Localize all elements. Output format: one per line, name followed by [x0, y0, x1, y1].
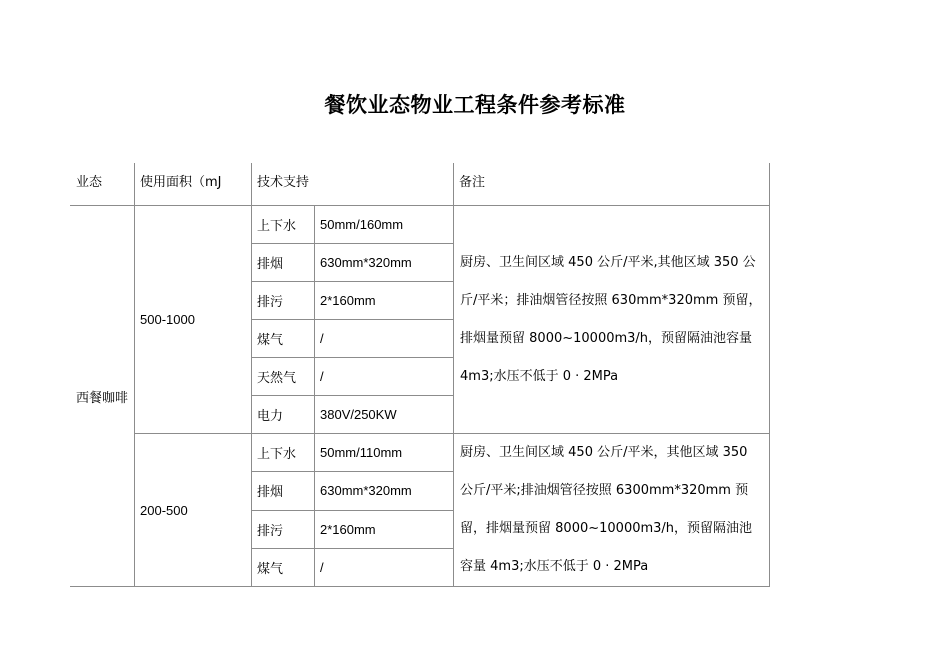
header-business: 业态: [71, 164, 135, 206]
item-cell: 电力: [252, 396, 315, 434]
note-cell: 厨房、卫生间区域 450 公斤/平米，其他区域 350 公斤/平米;排油烟管径按照 6300mm*320mm 预留，排烟量预留 8000~10000m3/h，预留隔油池容量 4m3;水压不低于 0 · 2MPa: [454, 434, 770, 587]
item-cell: 排污: [252, 282, 315, 320]
item-cell: 天然气: [252, 358, 315, 396]
item-cell: 上下水: [252, 206, 315, 244]
value-cell: 630mm*320mm: [315, 472, 454, 510]
document-title: 餐饮业态物业工程条件参考标准: [324, 93, 626, 117]
value-cell: 380V/250KW: [315, 396, 454, 434]
value-cell: 2*160mm: [315, 510, 454, 548]
item-cell: 煤气: [252, 320, 315, 358]
value-cell: /: [315, 320, 454, 358]
item-cell: 排烟: [252, 472, 315, 510]
value-cell: /: [315, 358, 454, 396]
value-cell: 50mm/160mm: [315, 206, 454, 244]
business-type-cell: 西餐咖啡: [71, 206, 135, 587]
value-cell: 50mm/110mm: [315, 434, 454, 472]
table-row: [71, 206, 770, 244]
table-header-row: [71, 164, 770, 206]
table-row: [71, 434, 770, 472]
item-cell: 排污: [252, 510, 315, 548]
value-cell: 2*160mm: [315, 282, 454, 320]
spec-table: [70, 163, 770, 587]
value-cell: 630mm*320mm: [315, 244, 454, 282]
item-cell: 上下水: [252, 434, 315, 472]
note-cell: 厨房、卫生间区域 450 公斤/平米,其他区域 350 公斤/平米；排油烟管径按照 630mm*320mm 预留，排烟量预留 8000~10000m3/h，预留隔油池容量 4m3;水压不低于 0 · 2MPa: [454, 206, 770, 434]
value-cell: /: [315, 548, 454, 586]
item-cell: 煤气: [252, 548, 315, 586]
header-tech: 技术支持: [252, 164, 454, 206]
item-cell: 排烟: [252, 244, 315, 282]
header-note: 备注: [454, 164, 770, 206]
header-area: 使用面积（mJ: [135, 164, 252, 206]
area-cell: 500-1000: [135, 206, 252, 434]
area-cell: 200-500: [135, 434, 252, 587]
